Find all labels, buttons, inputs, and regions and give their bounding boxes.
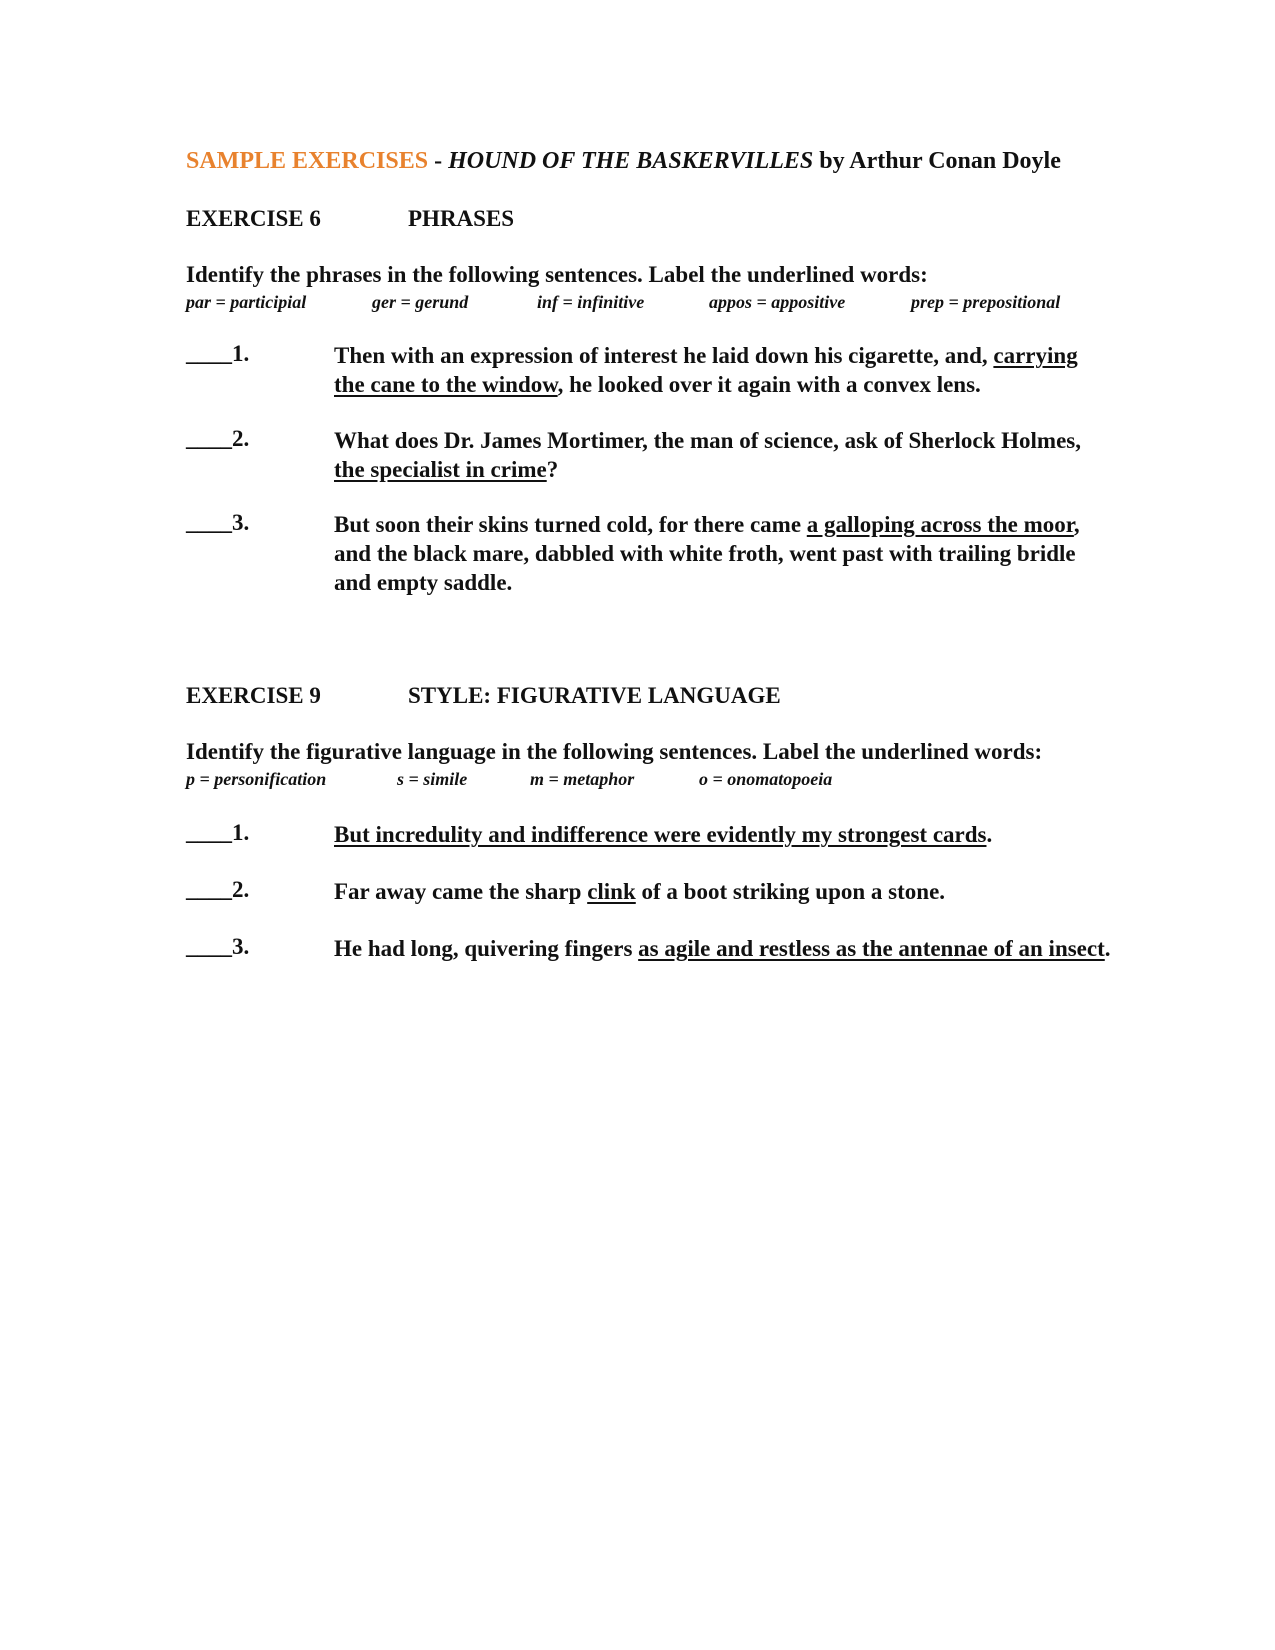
sentence-line: and empty saddle. xyxy=(334,570,513,595)
exercise-6-legend xyxy=(186,292,1086,316)
sentence-text: . xyxy=(986,822,993,847)
sentence-text: of a boot striking upon a stone. xyxy=(635,879,946,904)
underlined-phrase: carrying xyxy=(993,343,1078,368)
exercise-9-item-3-text xyxy=(334,934,1111,963)
legend-infinitive: inf = infinitive xyxy=(537,292,645,312)
legend-onomatopoeia: o = onomatopoeia xyxy=(699,769,833,789)
worksheet-title xyxy=(186,148,1061,175)
exercise-9-number: EXERCISE 9 xyxy=(186,683,321,708)
exercise-6-item-1-text xyxy=(334,341,1078,399)
title-separator: - xyxy=(428,148,449,174)
sentence-line xyxy=(334,370,1078,399)
book-title: HOUND OF THE BASKERVILLES xyxy=(448,148,814,174)
exercise-9-item-1-number: ____1. xyxy=(186,820,250,845)
underlined-phrase: as agile and restless as the antennae of an insect xyxy=(638,936,1105,961)
legend-simile: s = simile xyxy=(397,769,468,789)
sentence-text: . xyxy=(1104,936,1111,961)
sample-exercises-label: SAMPLE EXERCISES xyxy=(186,148,429,174)
exercise-6-item-2-text xyxy=(334,426,1081,484)
exercise-6-topic: PHRASES xyxy=(408,206,515,231)
sentence-line xyxy=(334,341,1078,370)
underlined-phrase: a galloping across the moor xyxy=(806,512,1074,537)
exercise-6-item-3-text xyxy=(334,510,1080,597)
exercise-9-item-3-number: ____3. xyxy=(186,934,250,959)
sentence-line xyxy=(334,455,1081,484)
sentence-text: Then with an expression of interest he laid down his cigarette, and, xyxy=(334,343,994,368)
legend-personification: p = personification xyxy=(186,769,327,789)
exercise-9-topic: STYLE: FIGURATIVE LANGUAGE xyxy=(408,683,781,708)
sentence-text: He had long, quivering fingers xyxy=(334,936,639,961)
sentence-line: and the black mare, dabbled with white froth, went past with trailing bridle xyxy=(334,541,1076,566)
exercise-9-item-2-text xyxy=(334,877,945,906)
underlined-phrase: But incredulity and indifference were evidently my strongest cards xyxy=(334,822,987,847)
underlined-phrase: clink xyxy=(587,879,636,904)
exercise-6-number: EXERCISE 6 xyxy=(186,206,321,231)
legend-metaphor: m = metaphor xyxy=(530,769,635,789)
underlined-phrase: the cane to the window xyxy=(334,372,558,397)
exercise-6-instructions: Identify the phrases in the following sentences. Label the underlined words: xyxy=(186,262,928,287)
exercise-9-item-2-number: ____2. xyxy=(186,877,250,902)
legend-prepositional: prep = prepositional xyxy=(911,292,1061,312)
legend-gerund: ger = gerund xyxy=(372,292,469,312)
exercise-6-item-1-number: ____1. xyxy=(186,341,250,366)
legend-participial: par = participial xyxy=(186,292,307,312)
sentence-text: , xyxy=(1073,512,1080,537)
exercise-9-instructions: Identify the figurative language in the following sentences. Label the underlined words: xyxy=(186,739,1043,764)
sentence-text: ? xyxy=(546,457,559,482)
sentence-line xyxy=(334,510,1080,539)
sentence-text: But soon their skins turned cold, for there came xyxy=(334,512,807,537)
sentence-text: , he looked over it again with a convex lens. xyxy=(557,372,981,397)
sentence-text: Far away came the sharp xyxy=(334,879,588,904)
exercise-9-legend xyxy=(186,769,886,793)
exercise-6-item-2-number: ____2. xyxy=(186,426,250,451)
sentence-line: What does Dr. James Mortimer, the man of science, ask of Sherlock Holmes, xyxy=(334,428,1081,453)
exercise-9-item-1-text xyxy=(334,820,992,849)
legend-appositive: appos = appositive xyxy=(709,292,846,312)
author-byline: by Arthur Conan Doyle xyxy=(813,148,1061,174)
exercise-6-item-3-number: ____3. xyxy=(186,510,250,535)
underlined-phrase: the specialist in crime xyxy=(334,457,547,482)
